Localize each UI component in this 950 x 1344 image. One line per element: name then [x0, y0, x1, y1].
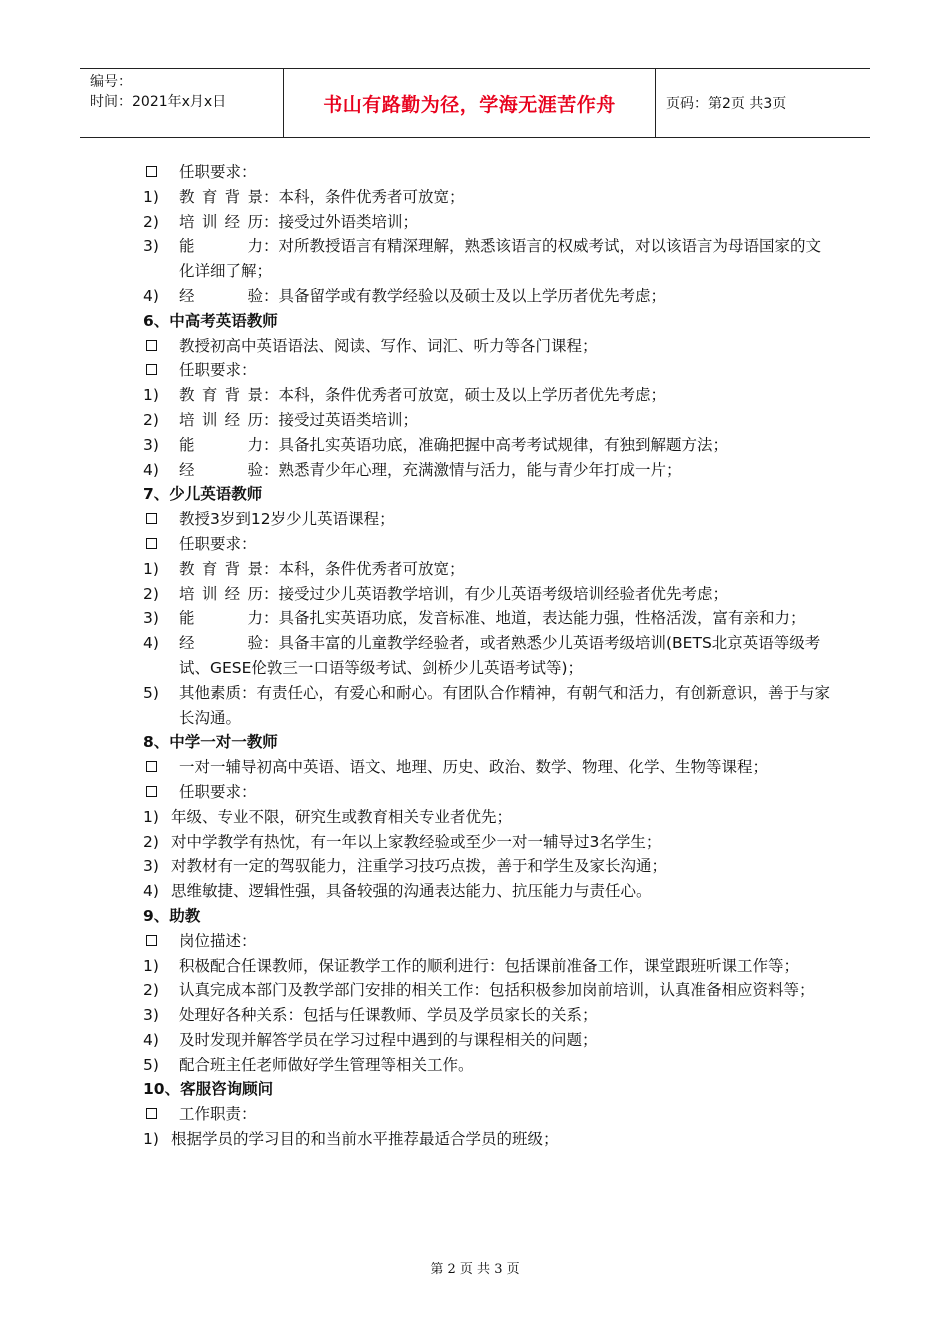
- list-text: [179, 284, 833, 309]
- numbered-list-item: [143, 383, 833, 408]
- list-number: 4): [143, 634, 159, 653]
- numbered-list-item: [143, 185, 833, 210]
- list-text: 对教材有一定的驾驭能力，注重学习技巧点拨，善于和学生及家长沟通；: [171, 857, 668, 876]
- list-number: 2): [143, 832, 159, 851]
- field-value: ：接受过英语类培训；: [263, 410, 419, 429]
- list-text: 配合班主任老师做好学生管理等相关工作。: [179, 1055, 474, 1074]
- list-number: 2): [143, 584, 159, 603]
- numbered-list-item: [143, 210, 833, 235]
- list-text: 任职要求：: [179, 782, 257, 801]
- field-value: ：具备留学或有教学经验以及硕士及以上学历者优先考虑；: [263, 286, 667, 305]
- square-bullet: [146, 538, 157, 549]
- checkbox-square-icon: [143, 358, 179, 383]
- list-number: 1): [143, 386, 159, 405]
- list-number: 3): [143, 435, 159, 454]
- square-bullet: [146, 340, 157, 351]
- checkbox-list-item: [143, 532, 833, 557]
- field-value: ：本科，条件优秀者可放宽，硕士及以上学历者优先考虑；: [263, 386, 667, 405]
- list-text: 岗位描述：: [179, 931, 257, 950]
- numbered-list-item: [143, 1127, 833, 1152]
- section-heading: 9、助教: [143, 906, 201, 925]
- list-text: 一对一辅导初高中英语、语文、地理、历史、政治、数学、物理、化学、生物等课程；: [179, 758, 769, 777]
- section-heading: 7、少儿英语教师: [143, 485, 263, 504]
- list-number: 1): [143, 1130, 159, 1149]
- list-text: [179, 606, 833, 631]
- numbered-list-item: [143, 1053, 833, 1078]
- numbered-list-item: [143, 433, 833, 458]
- field-value: ：接受过少儿英语教学培训，有少儿英语考级培训经验者优先考虑；: [263, 584, 729, 603]
- checkbox-list-item: [143, 929, 833, 954]
- list-text: [179, 433, 833, 458]
- square-bullet: [146, 513, 157, 524]
- field-value: ：对所教授语言有精深理解，熟悉该语言的权威考试，对以该语言为母语国家的文化详细了解；: [179, 237, 822, 281]
- list-number: 4): [143, 460, 159, 479]
- list-text: [179, 557, 833, 582]
- section-heading: 8、中学一对一教师: [143, 733, 278, 752]
- field-label: 能力: [179, 237, 263, 256]
- numbered-list-item: [143, 234, 833, 284]
- field-value: ：本科，条件优秀者可放宽；: [263, 187, 465, 206]
- list-text: [179, 234, 833, 284]
- checkbox-square-icon: [143, 1102, 179, 1127]
- list-number: 5): [143, 683, 159, 702]
- numbered-list-item: [143, 606, 833, 631]
- list-number: 1): [143, 187, 159, 206]
- doc-number-label: 编号：: [90, 74, 132, 90]
- checkbox-list-item: [143, 1102, 833, 1127]
- list-text: [179, 383, 833, 408]
- field-value: ：熟悉青少年心理，充满激情与活力，能与青少年打成一片；: [263, 460, 682, 479]
- list-number: 3): [143, 609, 159, 628]
- list-text: 积极配合任课教师，保证教学工作的顺利进行：包括课前准备工作，课堂跟班听课工作等；: [179, 956, 800, 975]
- checkbox-square-icon: [143, 334, 179, 359]
- numbered-list-item: [143, 805, 833, 830]
- list-text: 工作职责：: [179, 1105, 257, 1124]
- checkbox-list-item: [143, 755, 833, 780]
- list-text: 任职要求：: [179, 163, 257, 181]
- list-text: 教授3岁到12岁少儿英语课程；: [179, 510, 395, 529]
- checkbox-list-item: [143, 780, 833, 805]
- field-label: 经验: [179, 460, 263, 479]
- square-bullet: [146, 761, 157, 772]
- square-bullet: [146, 364, 157, 375]
- document-body: [143, 160, 833, 1152]
- doc-date: 时间：2021年x月x日: [90, 94, 227, 110]
- checkbox-square-icon: [143, 780, 179, 805]
- list-text: 任职要求：: [179, 361, 257, 380]
- field-label: 能力: [179, 435, 263, 454]
- checkbox-list-item: [143, 160, 833, 185]
- list-text: 年级、专业不限，研究生或教育相关专业者优先；: [171, 807, 513, 826]
- field-value: ：接受过外语类培训；: [263, 212, 419, 231]
- section-heading: 10、客服咨询顾问: [143, 1080, 274, 1099]
- list-number: 3): [143, 857, 159, 876]
- field-label: 经验: [179, 286, 263, 305]
- header-motto: 书山有路勤为径，学海无涯苦作舟: [283, 69, 656, 137]
- numbered-list-item: [143, 681, 833, 731]
- list-text: [179, 458, 833, 483]
- checkbox-square-icon: [143, 160, 179, 185]
- numbered-list-item: [143, 458, 833, 483]
- list-number: 5): [143, 1055, 159, 1074]
- list-number: 3): [143, 1006, 159, 1025]
- header-page-info: 页码：第2页 共3页: [666, 96, 787, 112]
- field-label: 培训经历: [179, 584, 263, 603]
- numbered-list-item: [143, 978, 833, 1003]
- checkbox-square-icon: [143, 755, 179, 780]
- field-label: 能力: [179, 609, 263, 628]
- square-bullet: [146, 786, 157, 797]
- numbered-list-item: [143, 557, 833, 582]
- list-text: 教授初高中英语语法、阅读、写作、词汇、听力等各门课程；: [179, 336, 598, 355]
- field-label: 教育背景: [179, 559, 263, 578]
- numbered-list-item: [143, 631, 833, 681]
- list-number: 2): [143, 410, 159, 429]
- numbered-list-item: [143, 284, 833, 309]
- list-text: 认真完成本部门及教学部门安排的相关工作：包括积极参加岗前培训，认真准备相应资料等；: [179, 981, 815, 1000]
- page-header: [80, 68, 870, 138]
- header-meta: [80, 69, 283, 137]
- field-label: 经验: [179, 634, 263, 653]
- square-bullet: [146, 935, 157, 946]
- numbered-list-item: [143, 1003, 833, 1028]
- list-number: 1): [143, 559, 159, 578]
- numbered-list-item: [143, 879, 833, 904]
- numbered-list-item: [143, 854, 833, 879]
- list-number: 4): [143, 882, 159, 901]
- checkbox-list-item: [143, 358, 833, 383]
- numbered-list-item: [143, 582, 833, 607]
- checkbox-list-item: [143, 507, 833, 532]
- section-heading: 6、中高考英语教师: [143, 311, 278, 330]
- field-value: ：具备扎实英语功底，准确把握中高考考试规律，有独到解题方法；: [263, 435, 729, 454]
- checkbox-square-icon: [143, 532, 179, 557]
- field-label: 培训经历: [179, 410, 263, 429]
- list-text: 其他素质：有责任心，有爱心和耐心。有团队合作精神，有朝气和活力，有创新意识，善于与家长沟通。: [179, 683, 831, 727]
- list-text: [179, 185, 833, 210]
- list-number: 2): [143, 981, 159, 1000]
- field-label: 教育背景: [179, 386, 263, 405]
- list-text: 及时发现并解答学员在学习过程中遇到的与课程相关的问题；: [179, 1030, 598, 1049]
- list-text: [179, 210, 833, 235]
- list-text: 对中学教学有热忱，有一年以上家教经验或至少一对一辅导过3名学生；: [171, 832, 662, 851]
- square-bullet: [146, 1108, 157, 1119]
- list-text: 任职要求：: [179, 534, 257, 553]
- field-value: ：具备丰富的儿童教学经验者，或者熟悉少儿英语考级培训(BETS北京英语等级考试、GESE伦敦三一口语等级考试、剑桥少儿英语考试等)；: [179, 634, 821, 677]
- numbered-list-item: [143, 408, 833, 433]
- checkbox-square-icon: [143, 507, 179, 532]
- checkbox-list-item: [143, 334, 833, 359]
- list-text: 根据学员的学习目的和当前水平推荐最适合学员的班级；: [171, 1130, 559, 1149]
- list-number: 2): [143, 212, 159, 231]
- list-text: [179, 631, 833, 681]
- list-text: 思维敏捷、逻辑性强，具备较强的沟通表达能力、抗压能力与责任心。: [171, 882, 652, 901]
- page-footer: 第 2 页 共 3 页: [430, 1262, 520, 1277]
- list-text: 处理好各种关系：包括与任课教师、学员及学员家长的关系；: [179, 1006, 598, 1025]
- field-value: ：本科，条件优秀者可放宽；: [263, 559, 465, 578]
- list-number: 4): [143, 1030, 159, 1049]
- numbered-list-item: [143, 954, 833, 979]
- numbered-list-item: [143, 1028, 833, 1053]
- list-number: 1): [143, 956, 159, 975]
- checkbox-square-icon: [143, 929, 179, 954]
- field-label: 教育背景: [179, 187, 263, 206]
- list-text: [179, 408, 833, 433]
- numbered-list-item: [143, 830, 833, 855]
- list-number: 3): [143, 237, 159, 256]
- list-number: 1): [143, 807, 159, 826]
- field-label: 培训经历: [179, 212, 263, 231]
- list-number: 4): [143, 286, 159, 305]
- field-value: ：具备扎实英语功底，发音标准、地道，表达能力强，性格活泼，富有亲和力；: [263, 609, 806, 628]
- square-bullet: [146, 166, 157, 177]
- list-text: [179, 582, 833, 607]
